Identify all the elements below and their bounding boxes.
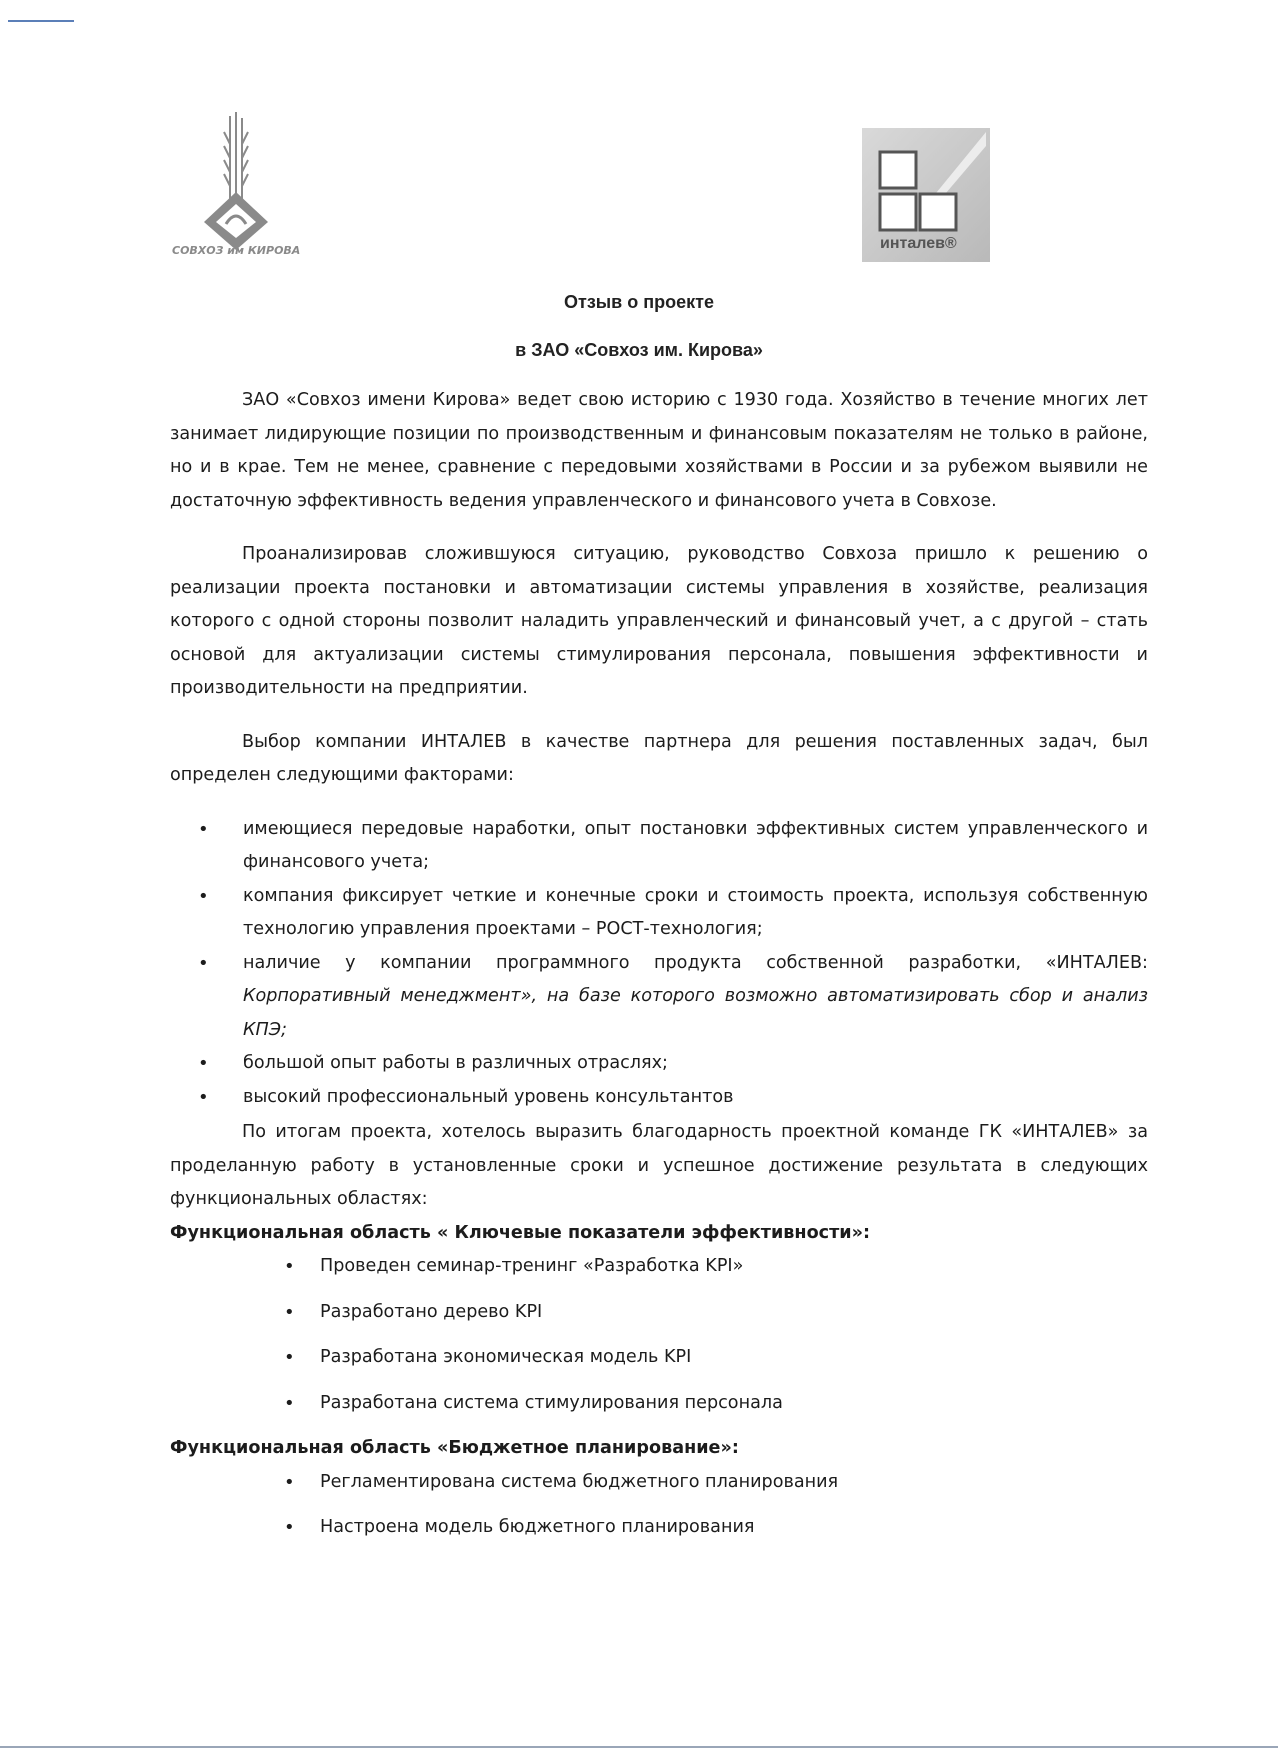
area-budget-title: Функциональная область «Бюджетное планирование»: <box>170 1438 739 1458</box>
list-item: • большой опыт работы в различных отраслях; <box>170 1047 1148 1081</box>
list-item: • Регламентирована система бюджетного планирования <box>170 1466 1148 1500</box>
scan-edge-mark <box>0 1746 1278 1748</box>
intalev-logo <box>862 128 990 262</box>
sovkhoz-logo <box>172 112 322 262</box>
paragraph-gratitude: По итогам проекта, хотелось выразить благодарность проектной команде ГК «ИНТАЛЕВ» за проделанную работу в установленные сроки и успешное достижение результата в следующих функциональных областях: <box>170 1122 1148 1209</box>
list-item: • Настроена модель бюджетного планирования <box>170 1511 1148 1545</box>
list-item <box>170 947 1148 1048</box>
list-item-text-italic: Корпоративный менеджмент», на базе которого возможно автоматизировать сбор и анализ КПЭ; <box>243 986 1148 1040</box>
list-item: • имеющиеся передовые наработки, опыт постановки эффективных систем управленческого и финансового учета; <box>170 813 1148 880</box>
list-item: • Разработано дерево KPI <box>170 1296 1148 1330</box>
list-item: • Разработана экономическая модель KPI <box>170 1341 1148 1375</box>
area-kpi-list <box>170 1250 1148 1420</box>
paragraph-decision: Проанализировав сложившуюся ситуацию, руководство Совхоза пришло к решению о реализации проекта постановки и автоматизации системы управления в хозяйстве, реализация которого с одной стороны позволит наладить управленческий и финансовый учет, а с другой – стать основой для актуализации системы стимулирования персонала, повышения эффективности и производительности на предприятии. <box>170 544 1148 698</box>
area-kpi-title: Функциональная область « Ключевые показатели эффективности»: <box>170 1222 871 1243</box>
letter-body <box>170 384 1148 1557</box>
paragraph-history: ЗАО «Совхоз имени Кирова» ведет свою историю с 1930 года. Хозяйство в течение многих лет занимает лидирующие позиции по производственным и финансовым показателям не только в районе, но и в крае. Тем не менее, сравнение с передовыми хозяйствами в России и за рубежом выявили не достаточную эффективность ведения управленческого и финансового учета в Совхозе. <box>170 390 1148 511</box>
list-item: • Проведен семинар-тренинг «Разработка KPI» <box>170 1250 1148 1284</box>
scan-edge-mark <box>8 20 74 22</box>
list-item-text: наличие у компании программного продукта собственной разработки, «ИНТАЛЕВ: <box>243 952 1148 973</box>
list-item: • компания фиксирует четкие и конечные сроки и стоимость проекта, используя собственную технологию управления проектами – РОСТ-технология; <box>170 880 1148 947</box>
factors-list <box>170 813 1148 1115</box>
list-item: • Разработана система стимулирования персонала <box>170 1387 1148 1421</box>
document-subtitle: в ЗАО «Совхоз им. Кирова» <box>515 340 763 360</box>
document-title: Отзыв о проекте <box>564 292 714 312</box>
sovkhoz-logo-text: СОВХОЗ им КИРОВА <box>172 244 301 257</box>
intalev-logo-text: инталев® <box>880 235 957 252</box>
paragraph-partner-choice: Выбор компании ИНТАЛЕВ в качестве партнера для решения поставленных задач, был определен следующими факторами: <box>170 731 1148 785</box>
list-item: • высокий профессиональный уровень консультантов <box>170 1081 1148 1115</box>
area-budget-list <box>170 1466 1148 1545</box>
